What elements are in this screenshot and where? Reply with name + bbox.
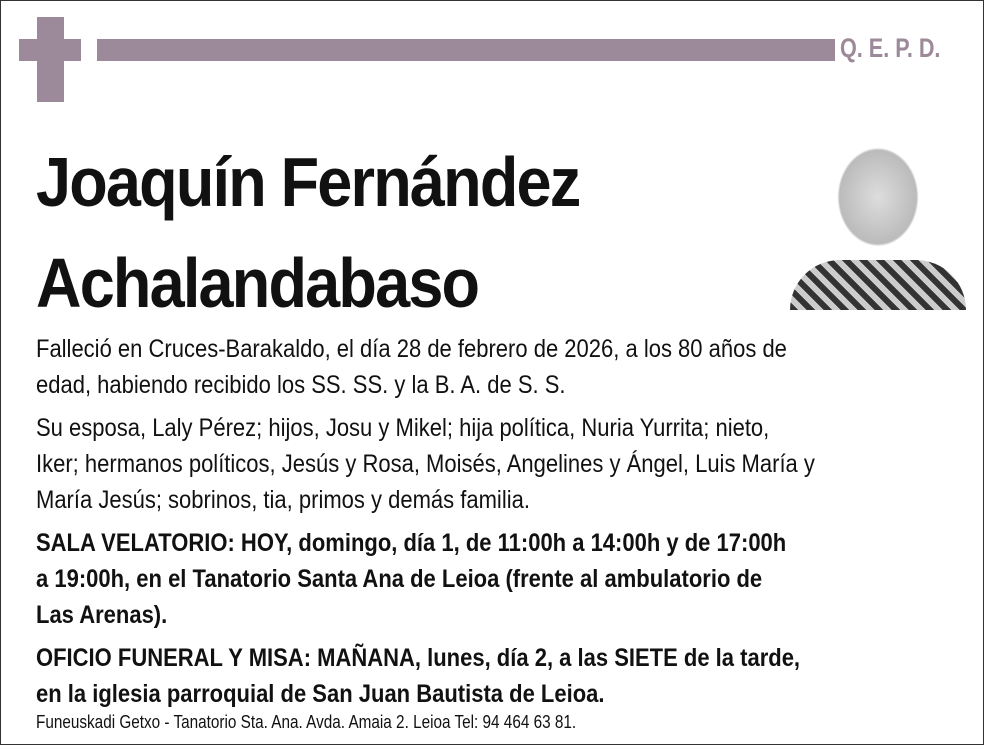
- text-line: Iker; hermanos políticos, Jesús y Rosa, Moisés, Angelines y Ángel, Luis María y: [36, 450, 815, 478]
- funeral-info: [36, 640, 800, 712]
- qepd-label: Q. E. P. D.: [840, 33, 941, 63]
- deceased-name: [36, 132, 579, 334]
- text-line: Las Arenas).: [36, 601, 168, 629]
- death-notice: [36, 331, 787, 403]
- family-list: [36, 410, 815, 518]
- wake-info: [36, 525, 786, 633]
- text-line: a 19:00h, en el Tanatorio Santa Ana de Leioa (frente al ambulatorio de: [36, 565, 763, 593]
- text-line: OFICIO FUNERAL Y MISA: MAÑANA, lunes, día 2, a las SIETE de la tarde,: [36, 644, 801, 672]
- text-line: María Jesús; sobrinos, tia, primos y demás familia.: [36, 486, 530, 514]
- name-line-1: Joaquín Fernández: [36, 143, 580, 221]
- cross-icon-arm: [19, 39, 81, 61]
- portrait-photo: [790, 97, 966, 310]
- text-line: Falleció en Cruces-Barakaldo, el día 28 de febrero de 2026, a los 80 años de: [36, 335, 787, 363]
- text-line: SALA VELATORIO: HOY, domingo, día 1, de 11:00h a 14:00h y de 17:00h: [36, 529, 787, 557]
- name-line-2: Achalandabaso: [36, 244, 479, 322]
- text-line: edad, habiendo recibido los SS. SS. y la B. A. de S. S.: [36, 371, 566, 399]
- text-line: en la iglesia parroquial de San Juan Bautista de Leioa.: [36, 680, 605, 708]
- text-line: Su esposa, Laly Pérez; hijos, Josu y Mikel; hija política, Nuria Yurrita; nieto,: [36, 414, 770, 442]
- funeral-home-footer: Funeuskadi Getxo - Tanatorio Sta. Ana. Avda. Amaia 2. Leioa Tel: 94 464 63 81.: [36, 712, 577, 732]
- header-bar: [97, 39, 835, 61]
